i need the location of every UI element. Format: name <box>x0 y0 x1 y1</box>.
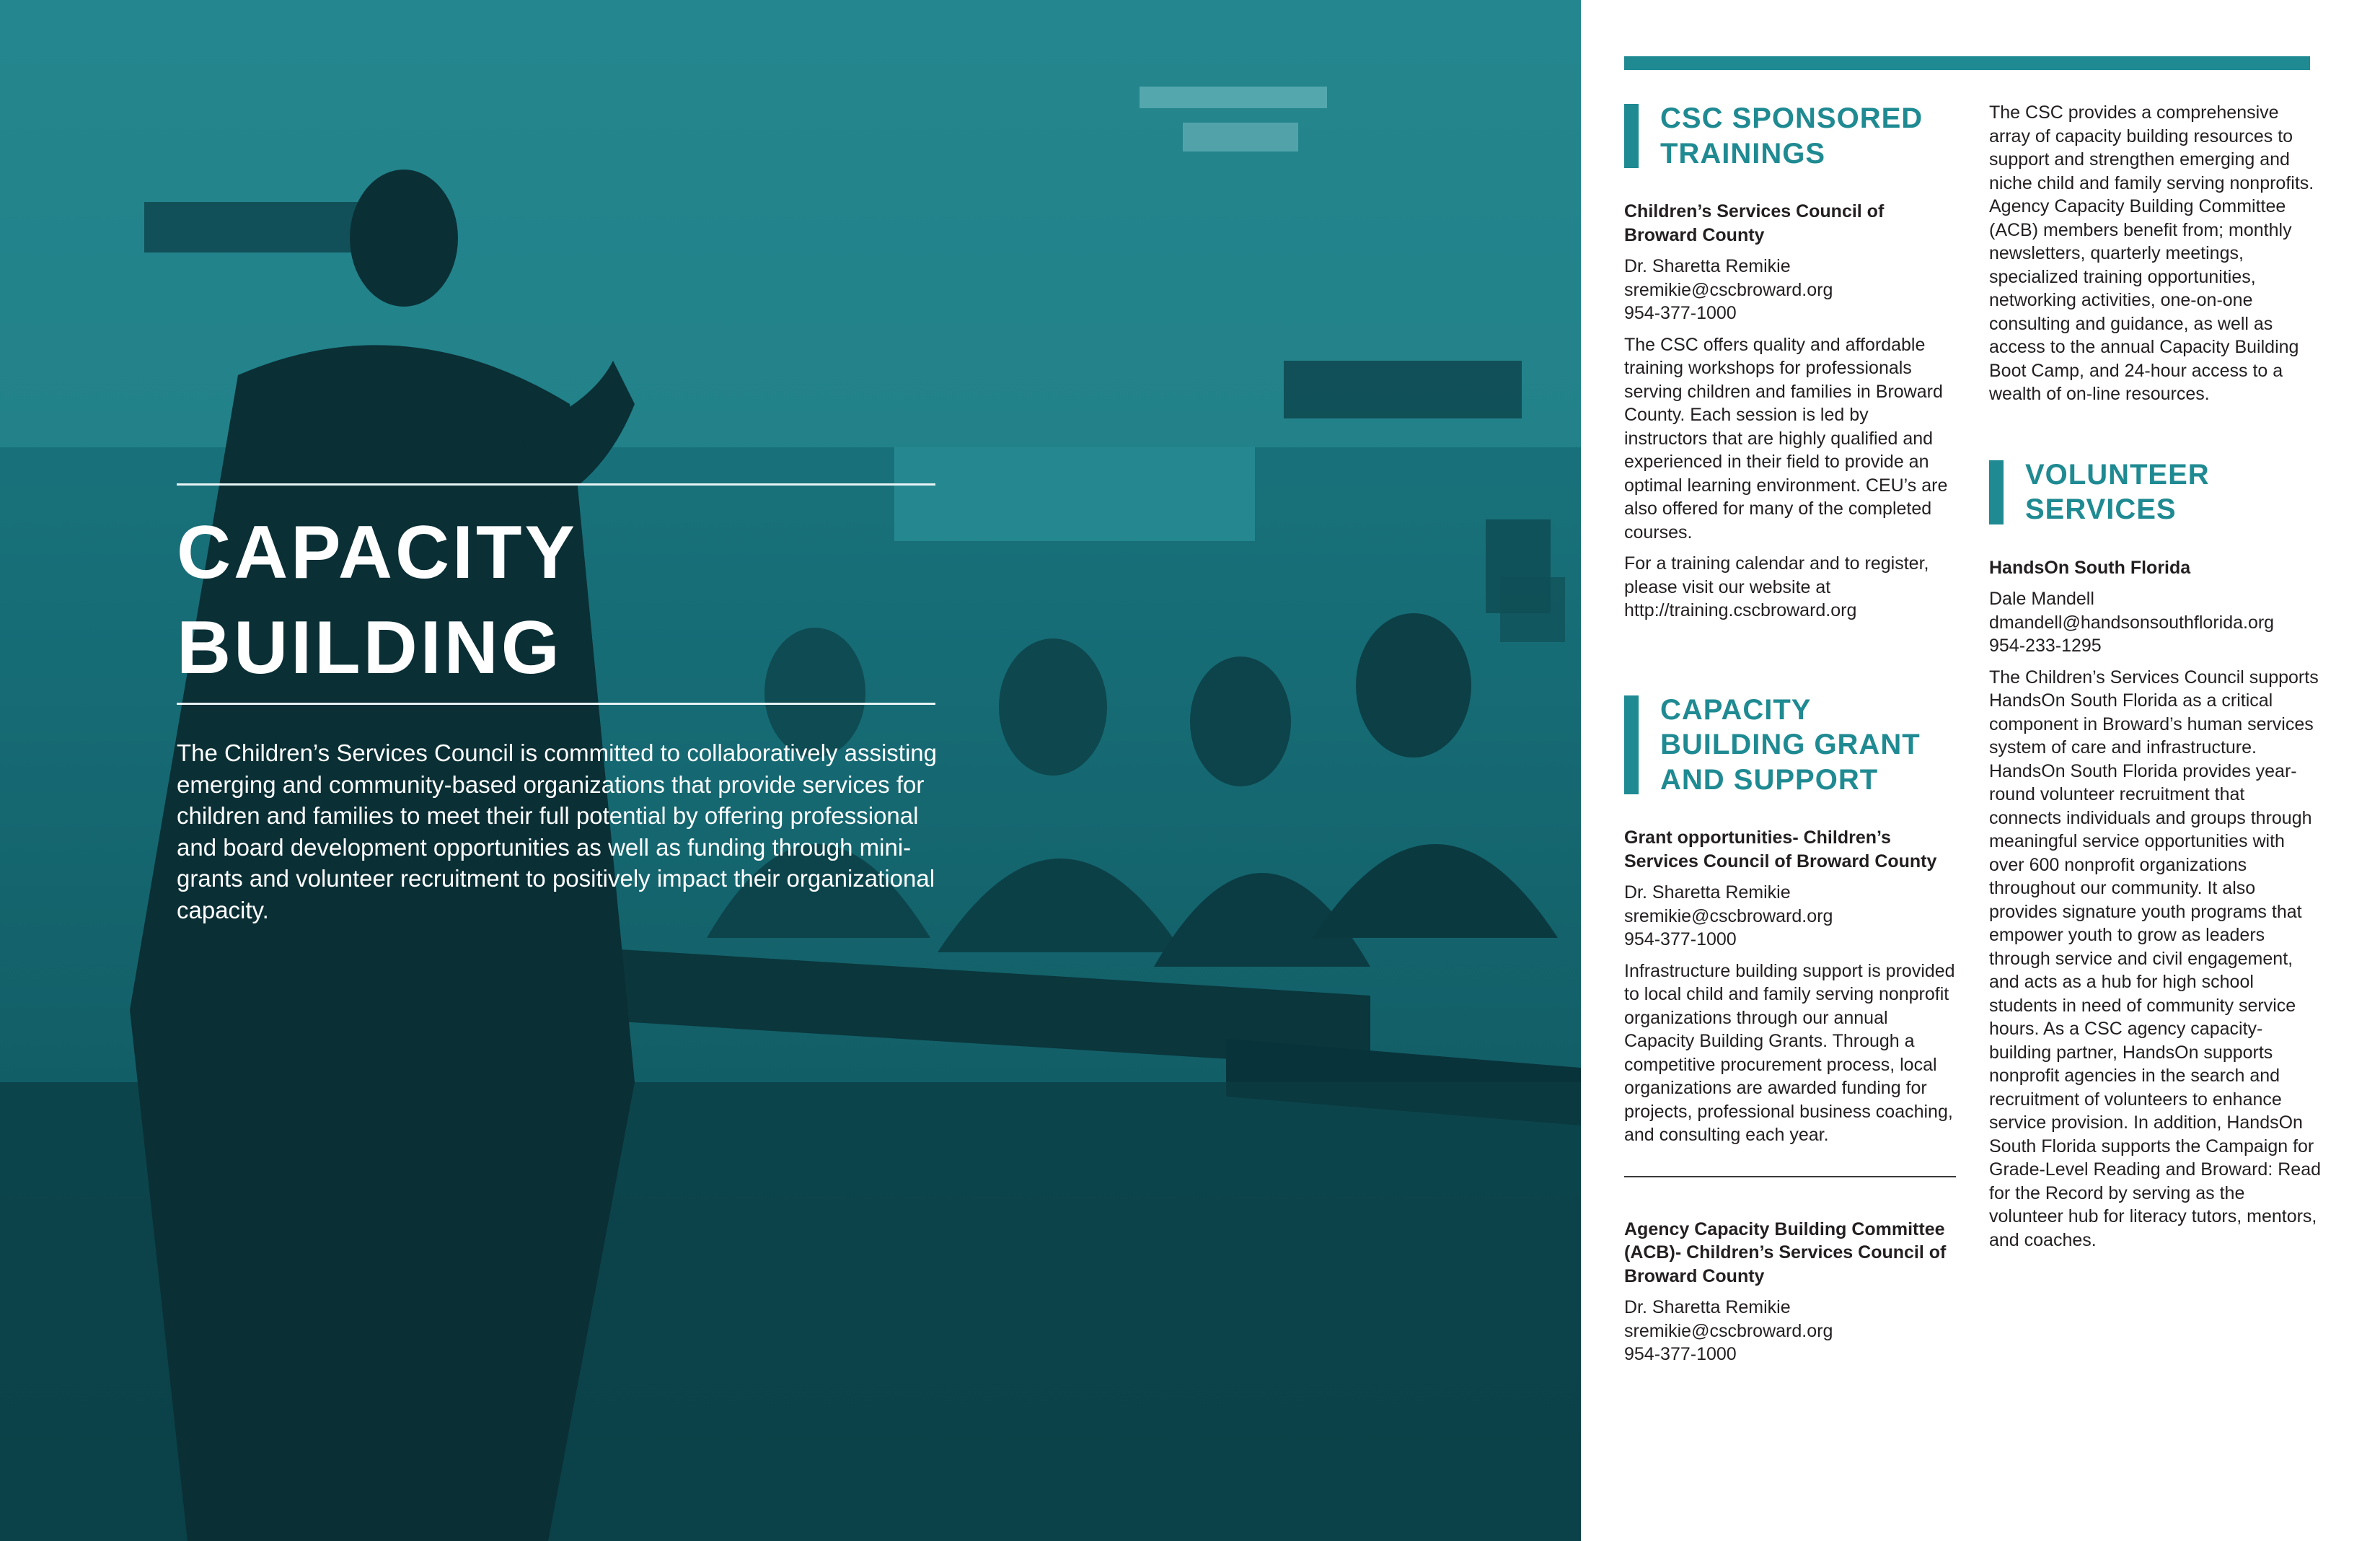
trainings-contact <box>1624 255 1956 325</box>
trainings-org: Children’s Services Council of Broward County <box>1624 201 1885 245</box>
intro-paragraph: The Children’s Services Council is committed to collaboratively assisting emerging and community-based organizations that provide services for children and families to meet their full potential by offering professional and board development opportunities as well as funding through mini-grants and volunteer recruitment to positively impact their organizational capacity. <box>177 739 937 923</box>
title-line-1: CAPACITY <box>177 511 578 594</box>
title-line-2: BUILDING <box>177 606 563 690</box>
contact-email[interactable]: sremikie@cscbroward.org <box>1624 1320 1833 1341</box>
section-divider <box>1624 1176 1956 1177</box>
heading-line: CSC SPONSORED <box>1660 102 1923 134</box>
page-title <box>177 505 578 695</box>
heading-accent-bar <box>1624 695 1639 795</box>
heading-line: TRAININGS <box>1660 137 1825 170</box>
trainings-heading <box>1624 101 1956 171</box>
acb-org: Agency Capacity Building Committee (ACB)- Children’s Services Council of Broward County <box>1624 1219 1947 1286</box>
acb-body: The CSC provides a comprehensive array of capacity building resources to support and strengthen emerging and niche child and family serving nonprofits. Agency Capacity Building Committee (ACB) members benefit from; monthly newsletters, quarterly meetings, specialized training opportunities, networking activities, one-on-one consulting and guidance, as well as access to the annual Capacity Building Boot Camp, and 24-hour access to a wealth of on-line resources. <box>1989 102 2314 404</box>
contact-email[interactable]: dmandell@handsonsouthflorida.org <box>1989 612 2275 633</box>
volunteer-body: The Children’s Services Council supports HandsOn South Florida as a critical component in Broward’s human services system of care and infrastructure. HandsOn South Florida provides year-round volunteer recruitment that connects individuals and groups through meaningful service opportunities with over 600 nonprofit organizations throughout our community. It also provides signature youth programs that empower youth to grow as leaders through service and civil engagement, and acts as a hub for high school students in need of community service hours. As a CSC agency capacity-building partner, HandsOn supports nonprofit agencies in the search and recruitment of volunteers to enhance service provision. In addition, HandsOn South Florida supports the Campaign for Grade-Level Reading and Broward: Read for the Record by serving as the volunteer hub for literacy tutors, mentors, and coaches. <box>1989 667 2321 1250</box>
contact-name: Dr. Sharetta Remikie <box>1624 1297 1791 1317</box>
heading-line: VOLUNTEER <box>2025 458 2210 491</box>
grant-contact <box>1624 881 1956 952</box>
title-bottom-rule <box>177 703 935 705</box>
contact-phone: 954-377-1000 <box>1624 929 1737 949</box>
contact-email[interactable]: sremikie@cscbroward.org <box>1624 279 1833 300</box>
section-title <box>1660 101 1956 171</box>
volunteer-org: HandsOn South Florida <box>1989 557 2191 578</box>
title-top-rule <box>177 483 935 486</box>
heading-accent-bar <box>1624 104 1639 168</box>
contact-phone: 954-377-1000 <box>1624 1344 1737 1364</box>
grant-heading <box>1624 693 1956 798</box>
contact-name: Dr. Sharetta Remikie <box>1624 882 1791 903</box>
heading-line: AND SUPPORT <box>1660 763 1879 796</box>
contact-name: Dr. Sharetta Remikie <box>1624 256 1791 276</box>
accent-top-bar <box>1624 56 2310 70</box>
trainings-body: The CSC offers quality and affordable training workshops for professionals serving children and families in Broward County. Each session is led by instructors that are highly qualified and experienced in their field to provide an optimal learning environment. CEU’s are also offered for many of the completed courses. <box>1624 334 1948 543</box>
trainings-calendar: For a training calendar and to register, please visit our website at http://training.cscbroward.org <box>1624 553 1929 620</box>
volunteer-contact <box>1989 587 2321 658</box>
heading-line: BUILDING GRANT <box>1660 729 1921 760</box>
acb-contact <box>1624 1296 1956 1366</box>
grant-org: Grant opportunities- Children’s Services Council of Broward County <box>1624 827 1937 872</box>
heading-accent-bar <box>1989 460 2004 524</box>
contact-phone: 954-233-1295 <box>1989 636 2102 656</box>
contact-phone: 954-377-1000 <box>1624 303 1737 323</box>
contact-email[interactable]: sremikie@cscbroward.org <box>1624 905 1833 926</box>
right-text-column <box>1989 101 2321 1260</box>
heading-line: SERVICES <box>2025 493 2177 525</box>
section-title <box>2025 457 2321 527</box>
volunteer-heading <box>1989 457 2321 527</box>
section-title <box>1660 693 1956 798</box>
left-text-column <box>1624 101 1956 1374</box>
heading-line: CAPACITY <box>1660 693 1812 726</box>
grant-body: Infrastructure building support is provided to local child and family serving nonprofit organizations through our annual Capacity Building Grants. Through a competitive procurement process, local organizations are awarded funding for projects, professional business coaching, and consulting each year. <box>1624 960 1955 1145</box>
contact-name: Dale Mandell <box>1989 589 2094 609</box>
